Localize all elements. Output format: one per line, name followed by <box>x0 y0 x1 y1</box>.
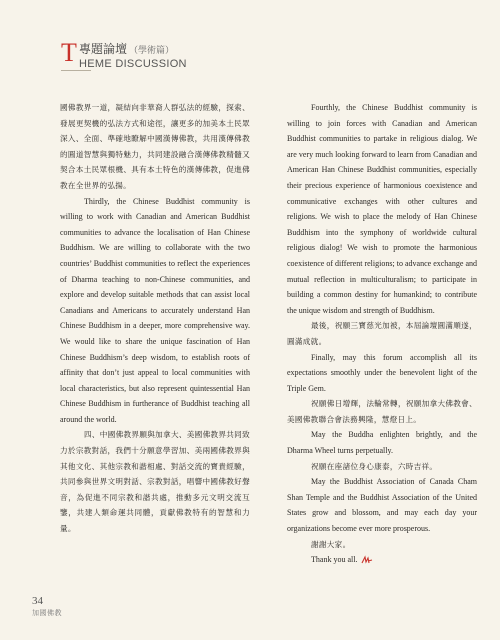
paragraph-en <box>287 100 477 318</box>
paragraph-zh <box>287 459 477 475</box>
paragraph-text: 四、中國佛教界願與加拿大、美國佛教界共同致力於宗教對話，我們十分願意學習加、美兩國佛教界與其他文化、其他宗教和諧相處、對話交流的寶貴經驗，共同參與世界文明對話、宗教對話，唱響中國佛教好聲音，為促進不同宗教和諧共處，推動多元文明交流互鑒，共建人類命運共同體，貢獻佛教特有的智慧和力量。 <box>60 430 250 534</box>
section-header <box>61 40 261 74</box>
header-divider <box>61 70 91 71</box>
paragraph-zh <box>287 537 477 553</box>
paragraph-en <box>287 350 477 397</box>
paragraph-text: May the Buddha enlighten brightly, and the Dharma Wheel turns perpetually. <box>287 430 477 456</box>
paragraph-text: 祝願在座諸位身心康泰，六時吉祥。 <box>311 461 438 471</box>
header-initial: T <box>61 38 77 67</box>
paragraph-text: 最後，祝願三寶慈光加被，本屆論壇圓滿順遂，圓滿成就。 <box>287 321 477 346</box>
header-title-en: HEME DISCUSSION <box>79 58 187 70</box>
paragraph-en <box>60 194 250 428</box>
paragraph-zh <box>287 396 477 427</box>
paragraph-text: Thank you all. <box>311 555 358 565</box>
paragraph-text: Finally, may this forum accomplish all its expectations smoothly under the benevolent light of the Triple Gem. <box>287 352 477 393</box>
signature-mark-icon <box>361 555 373 565</box>
header-title-zh-text: 專題論壇 <box>79 42 128 56</box>
publication-name: 加國佛教 <box>32 609 62 617</box>
paragraph-text: 國佛教界一道，凝結向非華裔人群弘法的經驗，探索、發展更契機的弘法方式和途徑，讓更多的加美本土民眾深入、全面、準確地瞭解中國漢傳佛教，共用漢傳佛教的圓道智慧與獨特魅力，共同建設融合漢傳佛教精髓又契合本土民眾根機、具有本土特色的漢傳佛教，促進佛教在全世界的弘揚。 <box>60 103 250 190</box>
paragraph-text: May the Buddhist Association of Canada Cham Shan Temple and the Buddhist Association of the United States grow and blossom, and may each day your organizations become ever more prosperous. <box>287 477 477 534</box>
right-column <box>287 100 477 568</box>
paragraph-text: 謝謝大家。 <box>311 539 351 549</box>
header-title-zh <box>79 43 174 58</box>
paragraph-text: Thirdly, the Chinese Buddhist community is willing to work with Canadian and American Buddhist communities to advance the localisation of Han Chinese Buddhism. We are willing to collaborate with the two countries’ Buddhist communities to reflect the experiences of Dharma teaching to non-Chinese communities, and explore and develop suitable methods that can assist local Canadians and Americans to accurately understand Han Chinese Buddhism in a deeper, more comprehensive way. We would like to share the unique fascination of Han Chinese Buddhism’s deep wisdom, to establish roots of affinity that don’t just appeal to local communities with local characteristics, but also represent quintessential Han Chinese Buddhism in furtherance of Buddhist teaching all around the world. <box>60 196 250 424</box>
left-column <box>60 100 250 537</box>
paragraph-en <box>287 427 477 458</box>
paragraph-en <box>287 474 477 536</box>
paragraph-zh <box>287 318 477 349</box>
paragraph-text: 祝願佛日增輝，法輪常轉，祝願加拿大佛教會、美國佛教聯合會法務興隆，慧燈日上。 <box>287 399 477 424</box>
paragraph-en <box>287 552 477 568</box>
paragraph-text: Fourthly, the Chinese Buddhist community is willing to join forces with Canadian and American Buddhist communities to partake in religious dialog. We are very much looking forward to learn from Canadian and American Han Chinese Buddhist communities, especially their precious experience of harmonious coexistence and communicative exchanges with other cultures and religions. We wish to place the melody of Han Chinese Buddhism into the symphony of worldwide cultural religious dialog! We wish to promote the harmonious coexistence of different religions; to advance exchange and mutual reflection in multiculturalism; to participate in building a common destiny for humankind; to contribute the unique wisdom and strength of Buddhism. <box>287 103 477 315</box>
page-number: 34 <box>32 595 43 607</box>
header-subtitle-zh: （學術篇） <box>129 46 175 56</box>
paragraph-zh <box>60 100 250 194</box>
paragraph-zh <box>60 427 250 536</box>
